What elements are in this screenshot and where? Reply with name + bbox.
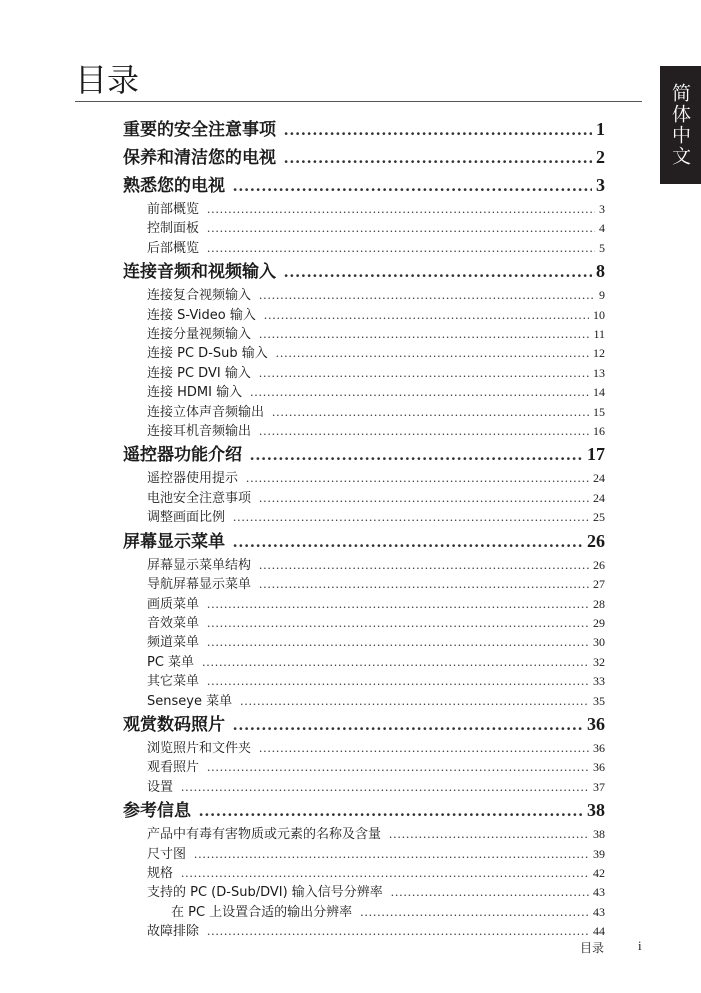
toc-entry-page: 35 [593,693,605,708]
toc-section[interactable] [123,692,605,711]
toc-entry-page: 26 [587,530,605,551]
toc-section[interactable] [123,633,605,652]
toc-entry-page: 43 [593,904,605,919]
toc-entry-page: 1 [596,119,605,139]
language-tab [660,66,701,184]
toc-section[interactable] [123,239,605,258]
toc-dot-leader [207,219,595,237]
toc-dot-leader [207,922,589,940]
toc-entry-page: 13 [593,365,605,380]
toc-chapter[interactable] [123,172,605,200]
toc-section[interactable] [123,595,605,614]
toc-subsection[interactable] [123,903,605,922]
toc-section[interactable] [123,422,605,441]
toc-section[interactable] [123,489,605,508]
toc-entry-page: 24 [593,490,605,505]
toc-chapter[interactable] [123,711,605,739]
toc-section[interactable] [123,845,605,864]
page-title: 目录 [75,61,140,99]
toc-entry-page: 10 [593,307,605,322]
toc-dot-leader [284,116,592,143]
toc-section[interactable] [123,575,605,594]
toc-dot-leader [207,200,595,218]
toc-dot-leader [284,144,592,171]
toc-dot-leader [272,403,589,421]
toc-entry-page: 39 [593,846,605,861]
toc-entry-page: 44 [593,924,605,939]
toc-section[interactable] [123,614,605,633]
toc-dot-leader [233,528,583,555]
toc-entry-title: 连接分量视频输入 [147,327,252,343]
toc-entry-page: 32 [593,654,605,669]
toc-dot-leader [194,845,589,863]
toc-entry-page: 3 [596,175,605,195]
toc-entry-title: 参考信息 [123,801,191,822]
toc-entry-page: 38 [587,800,605,821]
toc-entry-page: 9 [599,288,605,303]
toc-entry-title: 连接 HDMI 输入 [147,385,243,401]
toc-entry-title: 规格 [147,865,174,881]
toc-chapter[interactable] [123,116,605,144]
toc-dot-leader [259,286,595,304]
toc-dot-leader [246,469,589,487]
toc-entry-title: 连接 PC DVI 输入 [147,365,251,381]
toc-entry-page: 29 [593,615,605,630]
toc-entry-title: Senseye 菜单 [147,693,233,709]
language-tab-label: 简体中文 [669,83,691,167]
toc-section[interactable] [123,219,605,238]
toc-entry-title: 调整画面比例 [147,510,226,526]
toc-entry-page: 2 [596,147,605,167]
toc-dot-leader [207,633,589,651]
toc-section[interactable] [123,883,605,902]
toc-section[interactable] [123,758,605,777]
toc-entry-title: 屏幕显示菜单结构 [147,557,252,573]
title-divider [75,101,642,102]
toc-section[interactable] [123,383,605,402]
toc-chapter[interactable] [123,441,605,469]
toc-entry-page: 43 [593,885,605,900]
toc-section[interactable] [123,325,605,344]
toc-entry-title: 音效菜单 [147,615,200,631]
toc-dot-leader [391,883,589,901]
toc-entry-title: 画质菜单 [147,596,200,612]
toc-entry-page: 25 [593,510,605,525]
toc-dot-leader [202,653,589,671]
toc-entry-title: 设置 [147,779,174,795]
toc-entry-title: 后部概览 [147,240,200,256]
toc-entry-page: 37 [593,779,605,794]
toc-entry-page: 36 [593,760,605,775]
toc-chapter[interactable] [123,144,605,172]
toc-entry-page: 8 [596,261,605,282]
toc-entry-page: 33 [593,674,605,689]
toc-entry-page: 36 [593,740,605,755]
toc-entry-title: 遥控器使用提示 [147,471,239,487]
toc-dot-leader [360,903,589,921]
toc-section[interactable] [123,344,605,363]
toc-entry-title: 在 PC 上设置合适的输出分辨率 [171,904,353,920]
toc-chapter[interactable] [123,258,605,286]
toc-entry-page: 26 [593,557,605,572]
toc-section[interactable] [123,739,605,758]
toc-entry-page: 14 [593,385,605,400]
toc-dot-leader [233,508,589,526]
toc-entry-title: 重要的安全注意事项 [123,120,276,140]
toc-entry-title: 遥控器功能介绍 [123,445,242,466]
toc-entry-page: 15 [593,404,605,419]
toc-entry-title: 连接 S-Video 输入 [147,307,256,323]
toc-dot-leader [207,672,589,690]
toc-entry-page: 30 [593,635,605,650]
toc-entry-title: 导航屏幕显示菜单 [147,577,252,593]
toc-dot-leader [259,575,589,593]
toc-entry-title: 电池安全注意事项 [147,490,252,506]
toc-section[interactable] [123,306,605,325]
toc-dot-leader [259,489,589,507]
toc-dot-leader [250,383,589,401]
toc-entry-title: 支持的 PC (D-Sub/DVI) 输入信号分辨率 [147,885,383,901]
toc-section[interactable] [123,286,605,305]
toc-entry-title: 频道菜单 [147,635,200,651]
toc-entry-title: PC 菜单 [147,654,195,670]
toc-entry-title: 连接复合视频输入 [147,288,252,304]
toc-section[interactable] [123,922,605,941]
toc-entry-title: 连接音频和视频输入 [123,262,276,283]
toc-entry-page: 24 [593,471,605,486]
toc-entry-title: 故障排除 [147,924,200,940]
toc-section[interactable] [123,403,605,422]
toc-entry-page: 36 [587,713,605,734]
toc-section[interactable] [123,364,605,383]
toc-dot-leader [284,258,592,285]
toc-entry-title: 连接 PC D-Sub 输入 [147,346,268,362]
toc-entry-title: 观看照片 [147,760,200,776]
toc-section[interactable] [123,778,605,797]
toc-dot-leader [233,172,592,199]
toc-entry-title: 产品中有毒有害物质或元素的名称及含量 [147,827,382,843]
toc-entry-title: 保养和清洁您的电视 [123,148,276,168]
toc-dot-leader [259,556,589,574]
toc-entry-page: 3 [599,202,605,216]
toc-entry-title: 其它菜单 [147,674,200,690]
toc-dot-leader [264,306,589,324]
toc-section[interactable] [123,469,605,488]
toc-dot-leader [181,778,589,796]
toc-entry-page: 5 [599,240,605,255]
toc-chapter[interactable] [123,797,605,825]
toc-entry-title: 前部概览 [147,202,200,217]
toc-dot-leader [199,797,583,824]
table-of-contents [123,116,605,942]
toc-dot-leader [259,364,589,382]
toc-chapter[interactable] [123,528,605,556]
toc-section[interactable] [123,864,605,883]
footer-section-label: 目录 [580,941,605,955]
toc-dot-leader [207,758,589,776]
toc-section[interactable] [123,653,605,672]
toc-entry-page: 11 [593,327,605,342]
toc-entry-page: 38 [593,827,605,842]
toc-dot-leader [259,325,589,343]
toc-entry-title: 浏览照片和文件夹 [147,740,252,756]
footer-page-number: i [638,938,642,953]
toc-entry-title: 连接耳机音频输出 [147,424,252,440]
toc-entry-page: 28 [593,596,605,611]
toc-entry-page: 4 [599,221,605,236]
toc-dot-leader [207,239,595,257]
toc-section[interactable] [123,508,605,527]
toc-entry-title: 控制面板 [147,221,200,237]
toc-dot-leader [240,692,589,710]
toc-entry-page: 17 [587,444,605,465]
toc-dot-leader [389,825,589,843]
toc-section[interactable] [123,556,605,575]
toc-entry-title: 连接立体声音频输出 [147,404,265,420]
toc-dot-leader [207,595,589,613]
toc-entry-title: 熟悉您的电视 [123,176,225,196]
toc-entry-title: 尺寸图 [147,846,187,862]
toc-dot-leader [207,614,589,632]
toc-dot-leader [250,441,583,468]
toc-dot-leader [181,864,589,882]
toc-entry-page: 12 [593,346,605,361]
toc-entry-title: 观赏数码照片 [123,714,225,735]
toc-section[interactable] [123,200,605,219]
toc-entry-page: 42 [593,865,605,880]
toc-dot-leader [259,422,589,440]
toc-entry-page: 16 [593,424,605,439]
toc-section[interactable] [123,825,605,844]
toc-dot-leader [259,739,589,757]
toc-entry-title: 屏幕显示菜单 [123,531,225,552]
toc-dot-leader [276,344,589,362]
toc-section[interactable] [123,672,605,691]
toc-entry-page: 27 [593,577,605,592]
toc-dot-leader [233,711,583,738]
